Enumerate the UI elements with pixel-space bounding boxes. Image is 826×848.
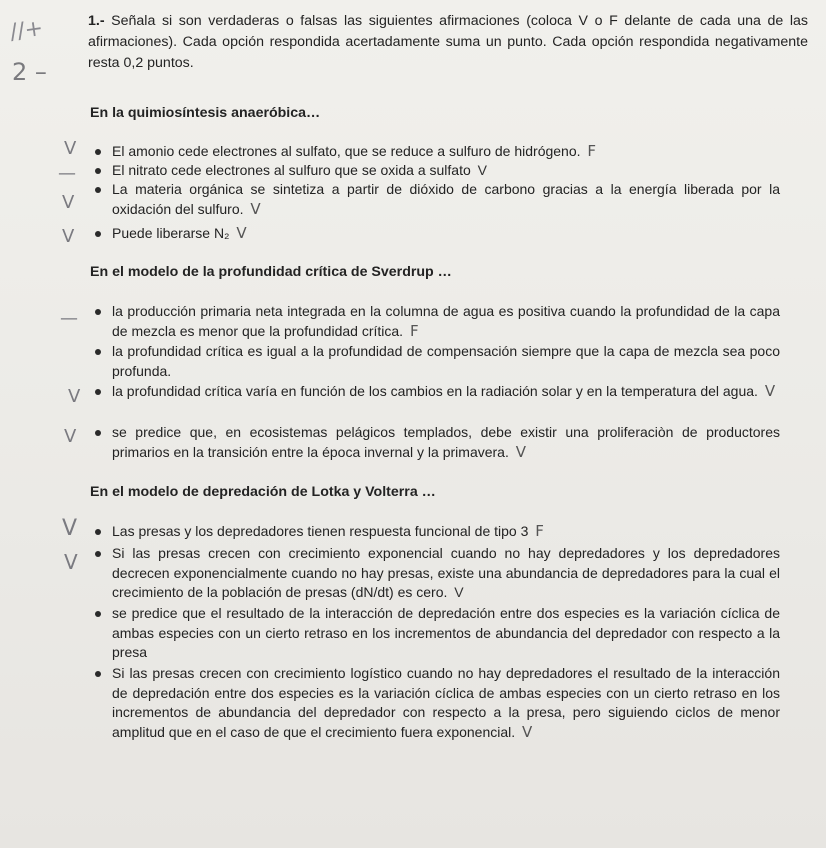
margin-check-8: V <box>62 516 78 541</box>
list-item <box>90 522 780 542</box>
margin-check-3: V <box>62 192 75 213</box>
score-plus-mark: //+ <box>8 15 45 46</box>
list-item <box>90 544 780 603</box>
answer-mark: V <box>250 199 261 218</box>
list-item <box>90 161 780 181</box>
item-text: la profundidad crítica es igual a la profundidad de compensación siempre que la capa de mezcla sea poco profunda. <box>112 343 780 379</box>
item-text: El nitrato cede electrones al sulfuro que se oxida a sulfato <box>112 162 471 178</box>
bullet-icon <box>95 611 101 617</box>
item-text: Si las presas crecen con crecimiento exponencial cuando no hay depredadores y los depredadores decrecen exponencialmente cuando no hay presas, existe una abundancia de depredadores para la cual el crecimiento de la población de presas (dN/dt) es cero. <box>112 545 780 600</box>
list-item <box>90 382 780 402</box>
answer-mark: V <box>515 442 527 461</box>
section-title-sverdrup: En el modelo de la profundidad crítica de Sverdrup … <box>90 264 452 280</box>
answer-mark: F <box>587 142 597 160</box>
margin-check-1: V <box>64 138 77 159</box>
item-text: Puede liberarse N₂ <box>112 225 230 241</box>
answer-mark: V <box>477 162 488 178</box>
answer-mark: V <box>454 584 464 600</box>
question-text: Señala si son verdaderas o falsas las siguientes afirmaciones (coloca V o F delante de cada una de las afirmaciones). Cada opción respondida acertadamente suma un punto. Cada opción respondida negativamente resta 0,2 puntos. <box>88 13 808 71</box>
bullet-icon <box>95 349 101 355</box>
margin-check-4: V <box>62 226 75 247</box>
answer-mark: V <box>764 382 776 400</box>
answer-mark: F <box>409 321 419 340</box>
item-text: se predice que el resultado de la interacción de depredación entre dos especies es la variación cíclica de ambas especies con un cierto retraso en los incrementos de abundancia del depredador con respecto a la presa <box>112 605 780 660</box>
margin-check-7: V <box>64 426 77 447</box>
bullet-icon <box>95 149 101 155</box>
score-minus-mark: 2 – <box>12 58 47 86</box>
bullet-icon <box>95 309 101 315</box>
bullet-icon <box>95 389 101 395</box>
item-text: se predice que, en ecosistemas pelágicos templados, debe existir una proliferaciòn de productores primarios en la transición entre la época invernal y la primavera. <box>112 424 780 460</box>
section-title-lotka-volterra: En el modelo de depredación de Lotka y Volterra … <box>90 484 436 500</box>
margin-dash-2: — <box>58 163 76 184</box>
item-text: La materia orgánica se sintetiza a partir de dióxido de carbono gracias a la energía liberada por la oxidación del sulfuro. <box>112 181 780 217</box>
list-item <box>90 342 780 381</box>
list-item <box>90 302 780 341</box>
item-text: Si las presas crecen con crecimiento logístico cuando no hay depredadores el resultado de la interacción de depredación entre dos especies es la variación cíclica de ambas especies con un cierto retraso en los incrementos de abundancia del depredador con respecto a la presa, pero siguiendo ciclos de menor amplitud que en el caso de que el crecimiento fuera exponencial. <box>112 665 780 740</box>
bullet-icon <box>95 529 101 535</box>
item-text: Las presas y los depredadores tienen respuesta funcional de tipo 3 <box>112 523 529 539</box>
item-text: la profundidad crítica varía en función de los cambios en la radiación solar y en la temperatura del agua. <box>112 383 758 399</box>
list-item <box>90 224 780 244</box>
list-item <box>90 180 780 219</box>
answer-mark: V <box>236 224 247 242</box>
section-title-quimiosintesis: En la quimiosíntesis anaeróbica… <box>90 105 321 121</box>
margin-check-9: V <box>64 550 78 574</box>
list-item <box>90 423 780 462</box>
answer-mark: V <box>522 722 533 741</box>
bullet-icon <box>95 671 101 677</box>
bullet-icon <box>95 430 101 436</box>
bullet-icon <box>95 168 101 174</box>
item-text: El amonio cede electrones al sulfato, que se reduce a sulfuro de hidrógeno. <box>112 143 581 159</box>
question-header <box>88 11 808 74</box>
list-item <box>90 604 780 663</box>
list-item <box>90 664 780 742</box>
margin-check-6: V <box>68 386 81 407</box>
list-item <box>90 142 780 162</box>
bullet-icon <box>95 187 101 193</box>
question-number: 1.- <box>88 13 105 29</box>
margin-dash-5: — <box>60 308 78 329</box>
item-text: la producción primaria neta integrada en la columna de agua es positiva cuando la profundidad de la capa de mezcla es menor que la profundidad crítica. <box>112 303 780 339</box>
bullet-icon <box>95 231 101 237</box>
bullet-icon <box>95 551 101 557</box>
answer-mark: F <box>535 522 544 540</box>
